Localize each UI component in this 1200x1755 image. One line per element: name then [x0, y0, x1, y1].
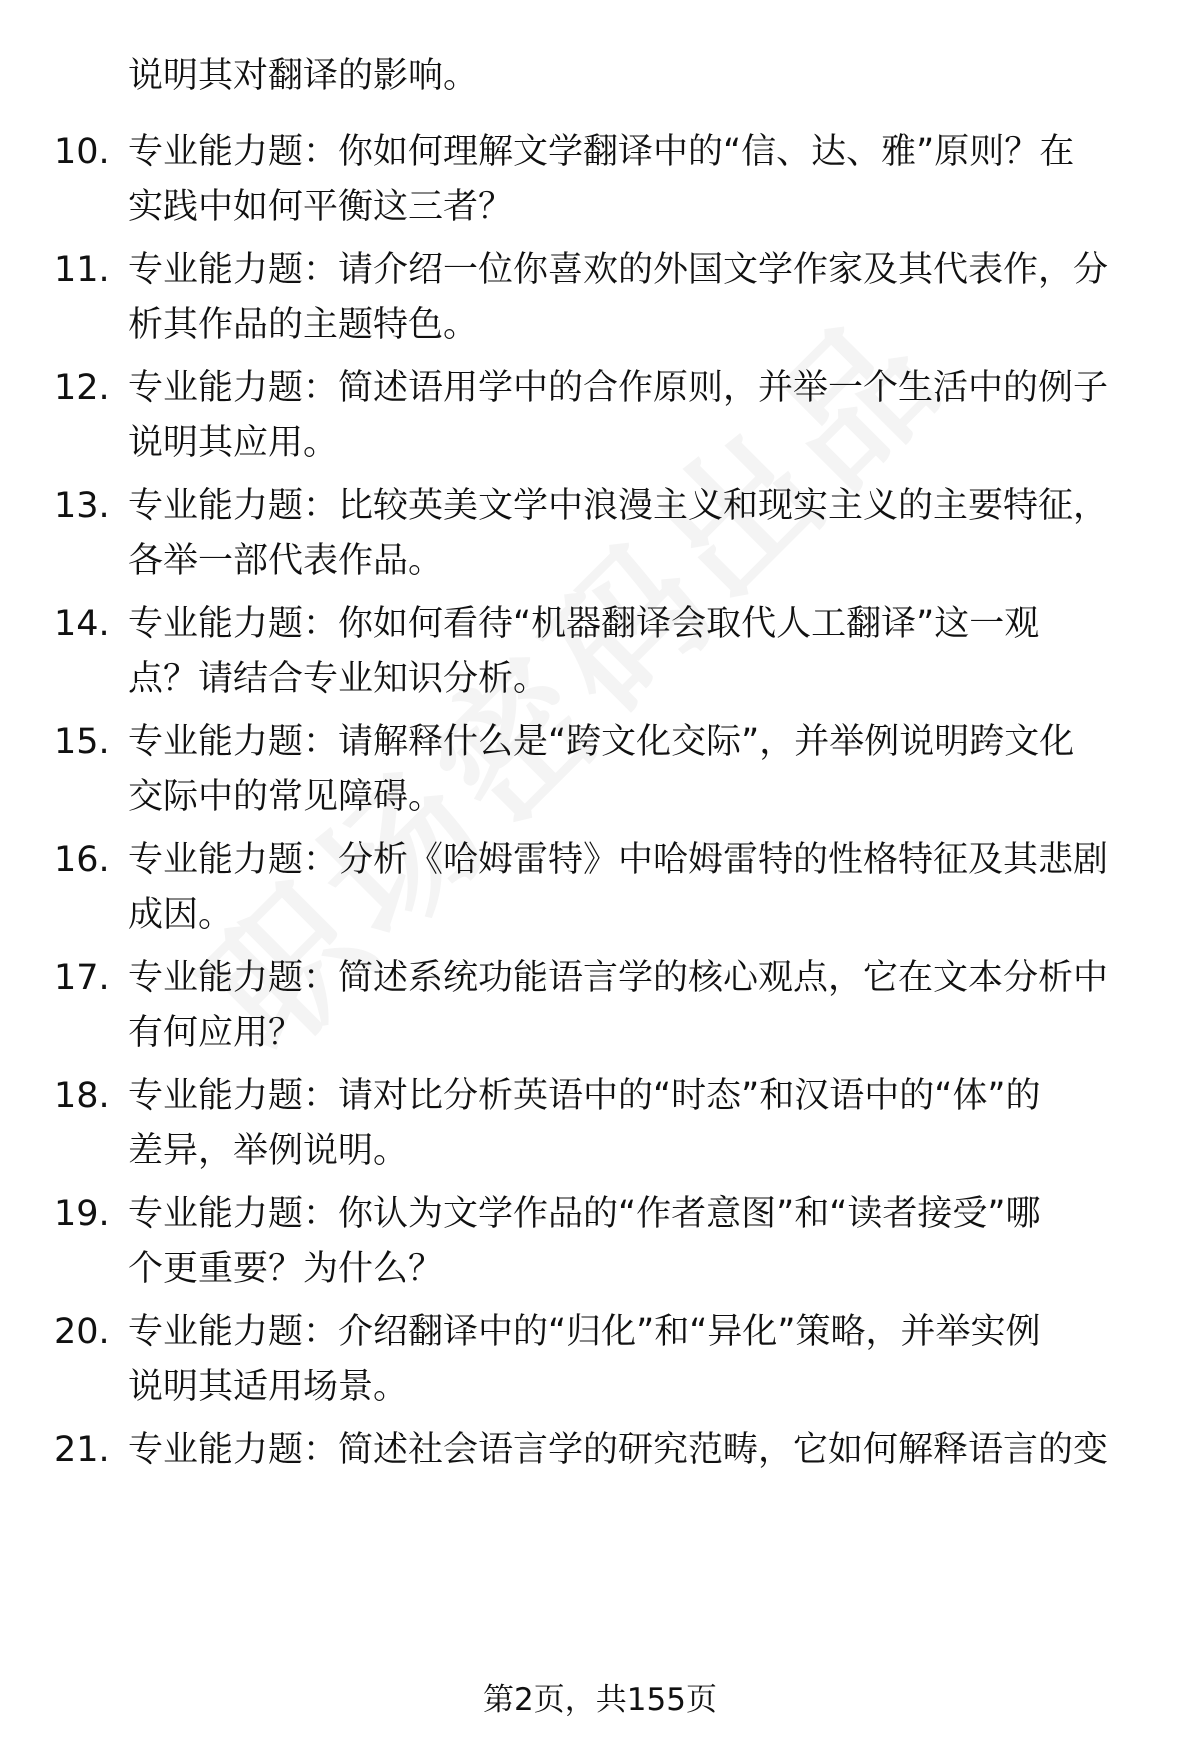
question-text-line: 专业能力题：分析《哈姆雷特》中哈姆雷特的性格特征及其悲剧 — [128, 840, 1109, 880]
question-text-line: 点？请结合专业知识分析。 — [128, 659, 549, 699]
intro-line: 说明其对翻译的影响。 — [128, 56, 479, 96]
question-number: 15. — [54, 722, 110, 762]
question-text-line: 专业能力题：你如何看待“机器翻译会取代人工翻译”这一观 — [128, 604, 1040, 644]
question-text-line: 专业能力题：请解释什么是“跨文化交际”，并举例说明跨文化 — [128, 722, 1075, 762]
question-number: 14. — [54, 604, 110, 644]
question-text-line: 各举一部代表作品。 — [128, 541, 444, 581]
question-text-line: 成因。 — [128, 895, 234, 935]
question-number: 17. — [54, 958, 110, 998]
question-number: 18. — [54, 1076, 110, 1116]
page-footer: 第2页，共155页 — [483, 1682, 717, 1718]
question-number: 11. — [54, 250, 110, 290]
question-number: 20. — [54, 1312, 110, 1352]
question-number: 12. — [54, 368, 110, 408]
question-text-line: 析其作品的主题特色。 — [128, 305, 479, 345]
question-text-line: 专业能力题：比较英美文学中浪漫主义和现实主义的主要特征， — [128, 486, 1109, 526]
question-text-line: 交际中的常见障碍。 — [128, 777, 444, 817]
question-text-line: 有何应用？ — [128, 1013, 304, 1053]
question-number: 10. — [54, 132, 110, 172]
question-number: 16. — [54, 840, 110, 880]
question-text-line: 说明其应用。 — [128, 423, 339, 463]
question-text-line: 专业能力题：介绍翻译中的“归化”和“异化”策略，并举实例 — [128, 1312, 1041, 1352]
question-text-line: 专业能力题：简述系统功能语言学的核心观点，它在文本分析中 — [128, 958, 1109, 998]
question-number: 21. — [54, 1430, 110, 1470]
question-text-line: 专业能力题：请介绍一位你喜欢的外国文学作家及其代表作，分 — [128, 250, 1109, 290]
question-text-line: 实践中如何平衡这三者？ — [128, 187, 514, 227]
question-text-line: 专业能力题：你认为文学作品的“作者意图”和“读者接受”哪 — [128, 1194, 1041, 1234]
question-text-line: 专业能力题：简述社会语言学的研究范畴，它如何解释语言的变 — [128, 1430, 1109, 1470]
question-text-line: 个更重要？为什么？ — [128, 1249, 444, 1289]
question-text-line: 专业能力题：请对比分析英语中的“时态”和汉语中的“体”的 — [128, 1076, 1041, 1116]
question-number: 19. — [54, 1194, 110, 1234]
question-text-line: 专业能力题：你如何理解文学翻译中的“信、达、雅”原则？在 — [128, 132, 1075, 172]
question-text-line: 差异，举例说明。 — [128, 1131, 409, 1171]
question-text-line: 专业能力题：简述语用学中的合作原则，并举一个生活中的例子 — [128, 368, 1109, 408]
question-number: 13. — [54, 486, 110, 526]
question-text-line: 说明其适用场景。 — [128, 1367, 409, 1407]
